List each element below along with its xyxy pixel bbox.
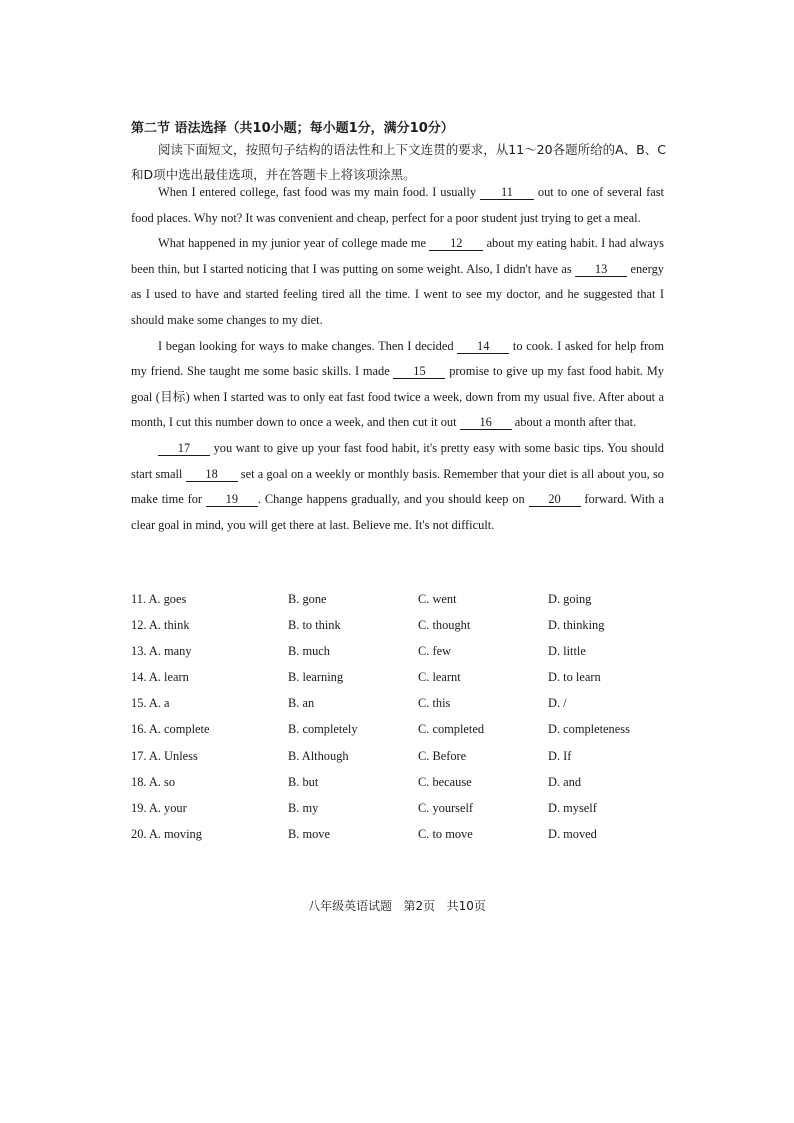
passage-text: forward. With a clear goal in mind, you will get there at last. Believe me. It's not difficult. [131, 492, 664, 532]
option-c: C. few [418, 644, 452, 659]
blank-13: 13 [575, 263, 627, 277]
option-d: D. If [548, 748, 572, 763]
section-instruction: 阅读下面短文，按照句子结构的语法性和上下文连贯的要求，从11～20各题所给的A、B、C和D项中选出最佳选项，并在答题卡上将该项涂黑。 [131, 142, 666, 182]
passage-paragraph-4 [131, 436, 664, 538]
option-b: B. Although [288, 748, 349, 763]
option-c: C. learnt [418, 670, 461, 685]
option-b: B. to think [288, 618, 341, 633]
passage-paragraph-2 [131, 231, 664, 333]
option-d: D. little [548, 644, 586, 659]
option-d: D. thinking [548, 618, 605, 633]
blank-12: 12 [429, 237, 483, 251]
option-c: C. went [418, 592, 457, 606]
option-d: D. myself [548, 800, 597, 815]
passage-text: When I entered college, fast food was my main food. I usually [158, 185, 477, 199]
option-b: B. gone [288, 592, 327, 606]
page-footer: 八年级英语试题 第2页 共10页 [308, 899, 486, 913]
option-a: 12. A. think [131, 618, 190, 633]
passage-text: promise to give up my fast food habit. My goal (目标) when I started was to only eat fast food twice a week, down from my usual five. After about a month, I cut this number down to once a week, and then cut it out [131, 364, 664, 430]
option-b: B. completely [288, 722, 358, 737]
passage-text: out to one of several fast food places. Why not? It was convenient and cheap, perfect for a poor student just trying to get a meal. [131, 185, 664, 225]
blank-18: 18 [186, 468, 238, 482]
section-title: 第二节 语法选择（共10小题；每小题1分，满分10分） [131, 121, 454, 136]
option-d: D. / [548, 696, 567, 711]
option-a: 17. A. Unless [131, 748, 198, 763]
blank-17: 17 [158, 442, 210, 456]
blank-16: 16 [460, 416, 512, 430]
option-a: 18. A. so [131, 774, 176, 789]
option-d: D. to learn [548, 670, 601, 685]
passage-text: set a goal on a weekly or monthly basis. Remember that your diet is all about you, so make time for [131, 466, 664, 507]
blank-14: 14 [457, 340, 509, 354]
option-c: C. completed [418, 722, 485, 737]
option-b: B. my [288, 800, 319, 815]
passage-text: to cook. I asked for help from my friend. She taught me some basic skills. I made [131, 338, 664, 379]
option-b: B. learning [288, 670, 344, 685]
blank-19: 19 [206, 493, 258, 507]
cloze-passage [131, 180, 664, 538]
option-a: 13. A. many [131, 644, 192, 659]
passage-text: . Change happens gradually, and you should keep on [257, 492, 525, 507]
option-d: D. going [548, 592, 592, 606]
passage-text: you want to give up your fast food habit, it's pretty easy with some basic tips. You should start small [131, 440, 664, 481]
option-d: D. completeness [548, 722, 630, 737]
option-a: 20. A. moving [131, 826, 202, 841]
option-b: B. but [288, 774, 319, 789]
option-a: 14. A. learn [131, 670, 189, 685]
option-d: D. moved [548, 826, 597, 841]
passage-text: energy as I used to have and started feeling tired all the time. I went to see my doctor, and he suggested that I should make some changes to my diet. [131, 261, 664, 327]
passage-text: I began looking for ways to make changes. Then I decided [158, 338, 454, 353]
option-c: C. yourself [418, 800, 474, 815]
option-c: C. thought [418, 618, 471, 633]
passage-paragraph-3 [131, 334, 664, 436]
option-c: C. this [418, 696, 451, 711]
option-a: 11. A. goes [131, 592, 187, 606]
option-a: 19. A. your [131, 800, 187, 815]
blank-20: 20 [529, 493, 581, 507]
option-c: C. because [418, 774, 472, 789]
option-b: B. an [288, 696, 315, 711]
passage-text: about my eating habit. I had always been thin, but I started noticing that I was putting on some weight. Also, I didn't have as [131, 236, 665, 276]
blank-15: 15 [393, 365, 445, 379]
option-c: C. to move [418, 826, 473, 841]
option-d: D. and [548, 774, 582, 789]
option-b: B. much [288, 644, 330, 659]
option-a: 16. A. complete [131, 722, 210, 737]
passage-text: about a month after that. [514, 415, 637, 430]
passage-paragraph-1 [131, 180, 664, 231]
option-a: 15. A. a [131, 696, 170, 711]
passage-text: What happened in my junior year of college made me [158, 236, 427, 251]
option-b: B. move [288, 826, 330, 841]
option-c: C. Before [418, 748, 467, 763]
blank-11: 11 [480, 186, 534, 200]
